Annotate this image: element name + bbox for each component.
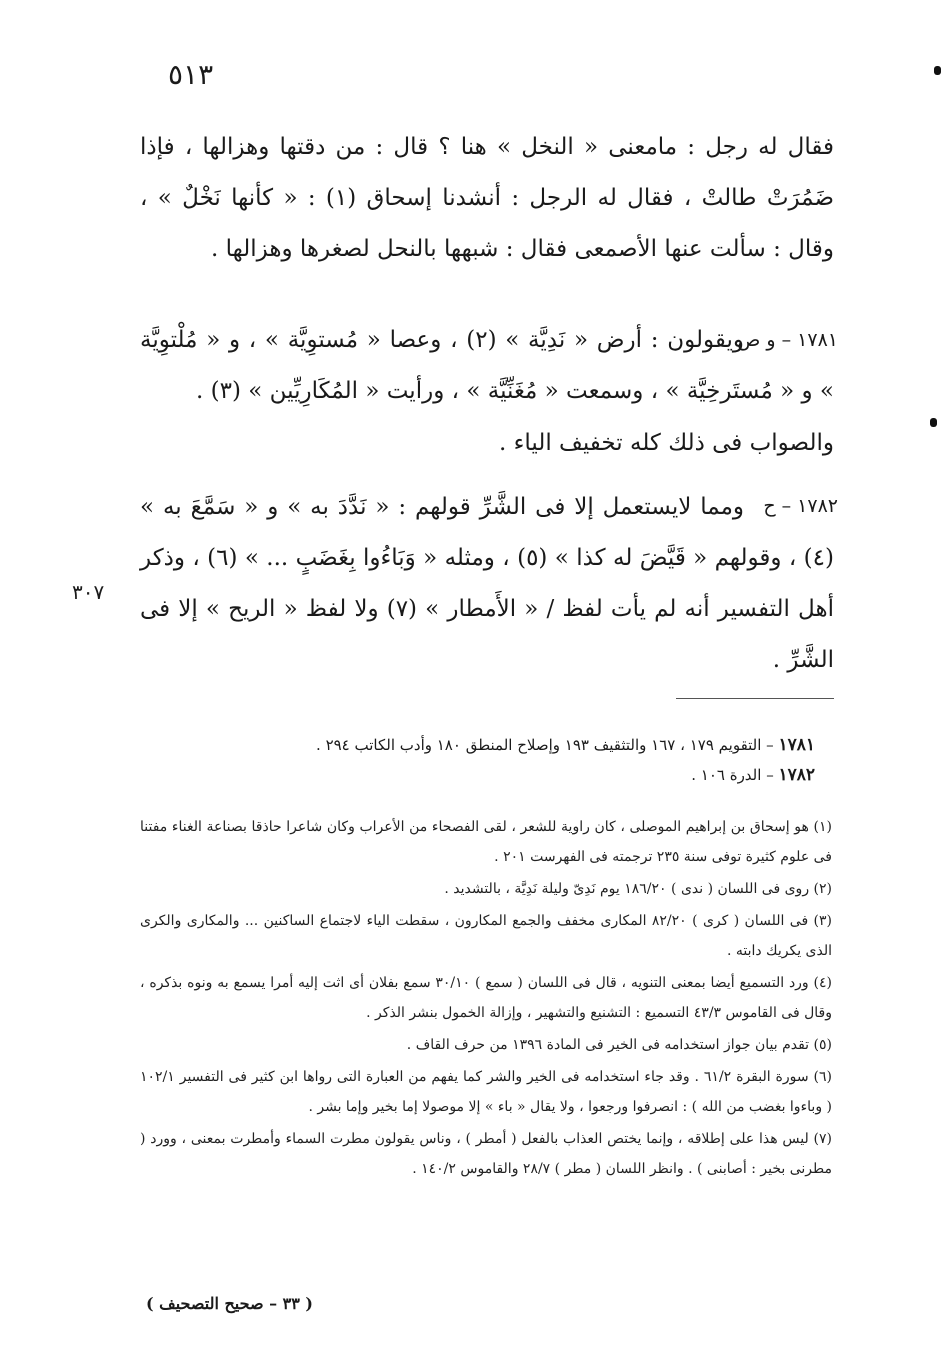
- footnotes: [140, 812, 832, 1186]
- page-number: ٥١٣: [168, 58, 214, 91]
- entry-number-1781: ١٧٨١ – و ص: [737, 329, 838, 351]
- paragraph-entry-1782: ومما لايستعمل إلا فى الشَّرِّ قولهم : « نَدَّدَ به » و « سَمَّعَ به » (٤) ، وقولهم « قَيَّضَ له كذا » (٥) ، ومثله « وَبَاءُوا بِغَضَبٍ ... » (٦) ، وذكر أهل التفسير أنه لم يأت لفظ / « الأَمطار » (٧) ولا لفظ « الريح » إلا فى الشَّرِّ .: [140, 494, 834, 673]
- footnote-divider: [676, 698, 834, 699]
- footnote: (٢) روى فى اللسان ( ندى ) ١٨٦/٢٠ يوم نَدِىّ وليلة نَدِيَّة ، بالتشديد .: [444, 881, 832, 897]
- paragraph-continuation: فقال له رجل : مامعنى « النخل » هنا ؟ قال : من دقتها وهزالها ، فإذا ضَمُرَتْ طالتْ ، فقال له الرجل : أنشدنا إسحاق (١) : « كأنها نَخْلٌ » ، وقال : سألت عنها الأصمعى فقال : شبهها بالنحل لصغرها وهزالها .: [140, 134, 834, 262]
- footnote: (١) هو إسحاق بن إبراهيم الموصلى ، كان راوية للشعر ، لقى الفصحاء من الأعراب وكان شاعرا حاذقا بصناعة الغناء مفتنا فى علوم كثيرة توفى سنة ٢٣٥ ترجمته فى الفهرست ٢٠١ .: [140, 819, 832, 865]
- source-number: ١٧٨١: [778, 735, 815, 755]
- entry-number-1782: ١٧٨٢ – ح: [763, 495, 838, 517]
- margin-mark: [930, 418, 937, 427]
- footnote: (٤) ورد التسميع أيضا بمعنى التنويه ، قال فى اللسان ( سمع ) ٣٠/١٠ سمع بفلان أى اثت إليه أمرا يسمع به ونوه بذكره ، وقال فى القاموس ٤٣/٣ التسميع : التشنيع والتشهير ، وإزالة الخمول بنشر الذكر .: [140, 975, 832, 1021]
- footnote: (٧) ليس هذا على إطلاقه ، وإنما يختص العذاب بالفعل ( أمطر ) ، وناس يقولون مطرت السماء وأمطرت بمعنى ، وورد ( مطرنى بخير : أصابنى ) . وانظر اللسان ( مطر ) ٢٨/٧ والقاموس ١٤٠/٢ .: [140, 1131, 832, 1177]
- footnote: (٥) تقدم بيان جواز استخدامه فى الخير فى المادة ١٣٩٦ من حرف القاف .: [406, 1037, 832, 1053]
- source-text: – الدرة ١٠٦ .: [691, 766, 779, 784]
- source-number: ١٧٨٢: [778, 765, 815, 785]
- source-line-1782: [140, 760, 815, 790]
- source-text: – التقويم ١٧٩ ، ١٦٧ والتثقيف ١٩٣ وإصلاح المنطق ١٨٠ وأدب الكاتب ٢٩٤ .: [316, 736, 779, 754]
- signature-mark: ( ٣٣ – صحيح التصحيف ): [146, 1294, 313, 1313]
- margin-page-number: ٣٠٧: [72, 580, 105, 604]
- paragraph-correction: والصواب فى ذلك كله تخفيف الياء .: [498, 430, 834, 456]
- footnote: (٣) فى اللسان ( كرى ) ٨٢/٢٠ المكارى مخفف والجمع المكارون ، سقطت الياء لاجتماع الساكنين ... والمكارى والكرى الذى يكريك دابته .: [140, 913, 833, 959]
- footnote: (٦) سورة البقرة ٦١/٢ . وقد جاء استخدامه فى الخير والشر كما يفهم من العبارة التى رواها ابن كثير فى التفسير ١٠٢/١ ( وباءوا بغضب من الله ) : انصرفوا ورجعوا ، ولا يقال « باء » إلا موصولا إما بخير وإما بشر .: [140, 1069, 832, 1115]
- paragraph-entry-1781: ويقولون : أرض « نَدِيَّة » (٢) ، وعصا « مُستوِيَّة » ، و « مُلْتوِيَّة » و « مُستَرخِيَّة » ، وسمعت « مُغَنِّيَّة » ، ورأيت « المُكَارِيِّين » (٣) .: [140, 327, 834, 404]
- margin-mark: [934, 66, 941, 75]
- source-line-1781: [140, 730, 815, 760]
